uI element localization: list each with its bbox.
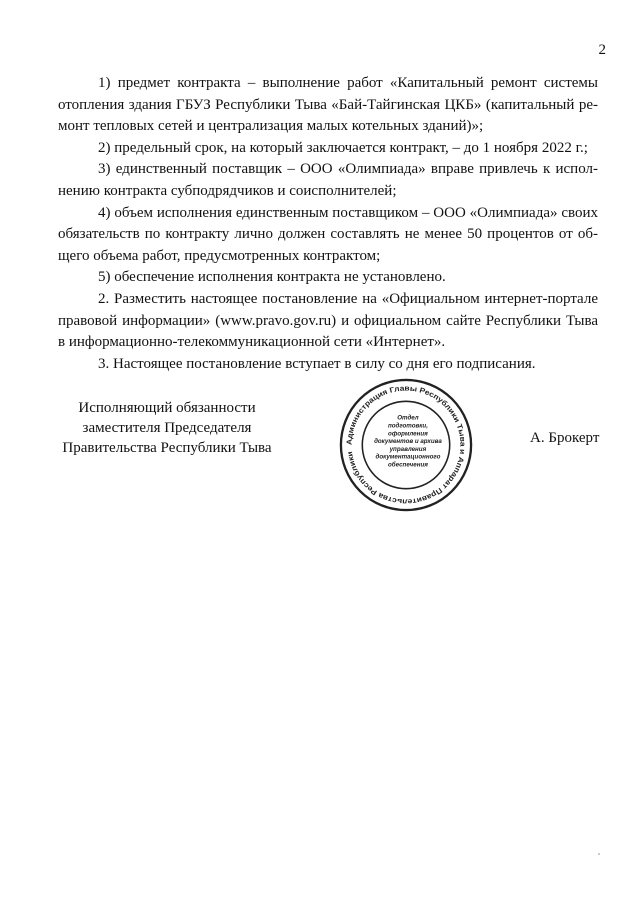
signer-name: А. Брокерт <box>530 430 600 446</box>
paragraph-publication: 2. Разместить настоящее постановление на «Официальном интернет-портале правовой информации» (www.pravo.gov.ru) и официальном сайте Республики Тыва в информационно-телекоммуникационной сети «Интернет». <box>58 290 598 351</box>
stamp-center-line: обеспечения <box>387 461 428 469</box>
paragraph-contract-term: 2) предельный срок, на который заключается контракт, – до 1 ноября 2022 г.; <box>98 139 588 156</box>
signatory-position <box>58 398 276 458</box>
paragraph-sole-supplier: 3) единственный поставщик – ООО «Олимпиада» вправе привлечь к исполнению контракта субподрядчиков и соисполнителей; <box>58 161 598 199</box>
signatory-position-line: Правительства Республики Тыва <box>62 440 272 456</box>
signatory-position-line: заместителя Председателя <box>82 420 252 436</box>
paragraph-entry-into-force: 3. Настоящее постановление вступает в силу со дня его подписания. <box>98 355 536 372</box>
signatory-position-line: Исполняющий обязанности <box>78 400 256 416</box>
stamp-ring-text: Администрация Главы Республики Тыва и Аппарат Правительства Республики <box>344 383 468 507</box>
stamp-center-line: документов и архива <box>374 438 442 446</box>
paragraph-execution-volume: 4) объем исполнения единственным поставщиком – ООО «Олимпиада» своих обязательств по контракту лично должен составлять не менее 50 процентов от общего объема работ, предусмотренных контрактом; <box>58 204 598 264</box>
stamp-center-line: подготовки, <box>387 422 428 430</box>
stamp-center-line: Отдел <box>397 414 419 422</box>
stamp-center-line: документационного <box>375 453 441 461</box>
scan-speck <box>598 853 600 855</box>
paragraph-security: 5) обеспечение исполнения контракта не установлено. <box>98 269 446 286</box>
official-stamp <box>338 377 474 513</box>
paragraph-contract-subject: 1) предмет контракта – выполнение работ «Капитальный ремонт системы отопления здания ГБУЗ Республики Тыва «Бай-Тайгинская ЦКБ» (капитальный ремонт тепловых сетей и централизация малых котельных зданий)»; <box>58 75 598 135</box>
stamp-center-line: оформления <box>388 430 428 438</box>
stamp-center-line: управления <box>389 445 427 453</box>
document-body <box>58 73 598 375</box>
page-number: 2 <box>598 42 606 58</box>
